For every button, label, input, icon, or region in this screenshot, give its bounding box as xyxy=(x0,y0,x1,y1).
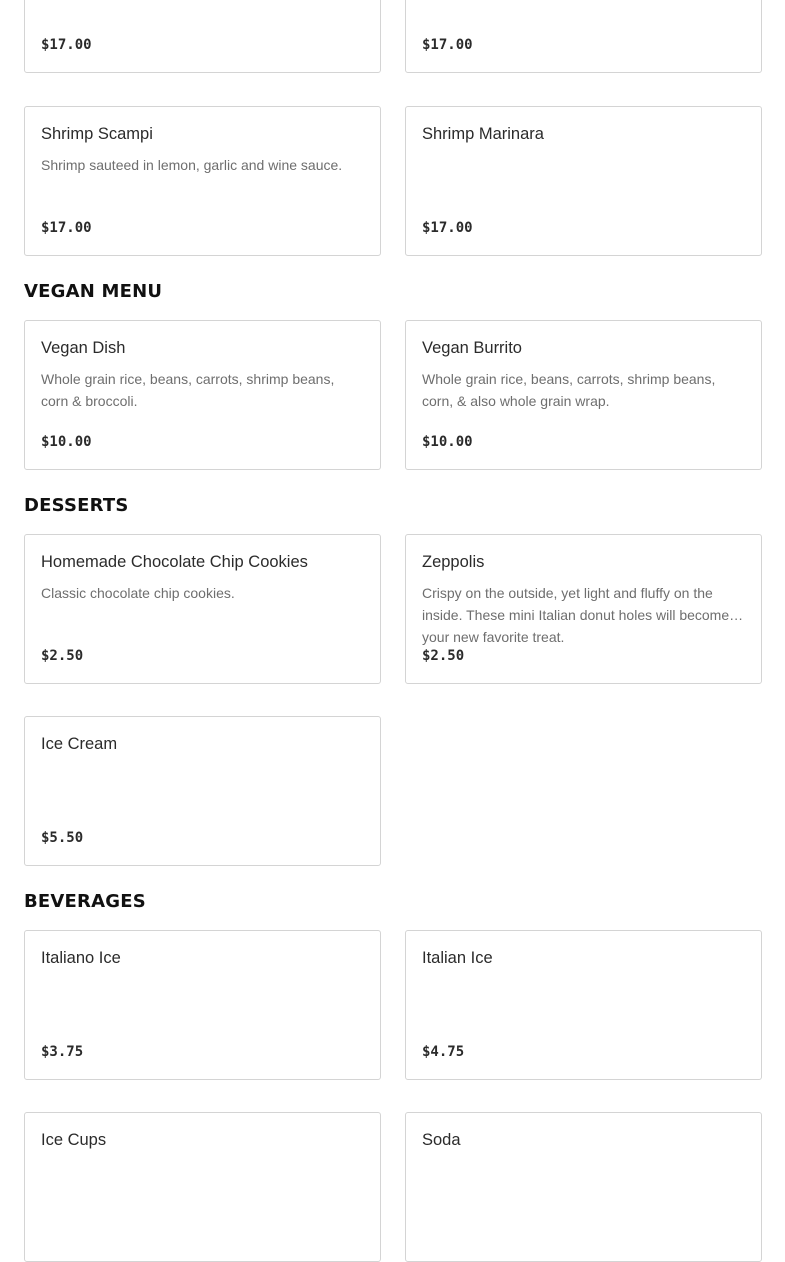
menu-item-card[interactable] xyxy=(24,320,381,470)
item-name: Vegan Burrito xyxy=(422,339,522,357)
menu-item-card[interactable] xyxy=(405,106,762,256)
section-title-desserts: DESSERTS xyxy=(24,495,129,516)
item-price: $17.00 xyxy=(41,37,92,53)
menu-item-card[interactable] xyxy=(405,930,762,1080)
item-description: Whole grain rice, beans, carrots, shrimp beans, corn, & also whole grain wrap. xyxy=(422,371,716,409)
item-name: Italiano Ice xyxy=(41,949,121,967)
item-price: $5.50 xyxy=(41,830,84,846)
item-price: $4.75 xyxy=(422,1044,465,1060)
item-price: $17.00 xyxy=(422,37,473,53)
item-name: Shrimp Scampi xyxy=(41,125,153,143)
menu-item-card[interactable] xyxy=(24,0,381,73)
item-name: Zeppolis xyxy=(422,553,485,571)
menu-item-card[interactable] xyxy=(405,0,762,73)
item-name: Italian Ice xyxy=(422,949,493,967)
item-name: Homemade Chocolate Chip Cookies xyxy=(41,553,308,571)
menu-item-card[interactable] xyxy=(405,320,762,470)
item-description: Crispy on the outside, yet light and fluffy on the inside. These mini Italian donut holes will become your new favorite treat. xyxy=(422,585,730,645)
item-name: Soda xyxy=(422,1131,461,1149)
menu-item-card[interactable] xyxy=(24,106,381,256)
item-price: $10.00 xyxy=(41,434,92,450)
item-name: Ice Cups xyxy=(41,1131,107,1149)
menu-item-card[interactable] xyxy=(24,534,381,684)
item-price: $2.50 xyxy=(41,648,84,664)
item-name: Shrimp Marinara xyxy=(422,125,544,143)
menu-item-card[interactable] xyxy=(405,534,762,684)
menu-item-card[interactable] xyxy=(24,930,381,1080)
item-price: $2.50 xyxy=(422,648,465,664)
menu-item-card[interactable] xyxy=(24,1112,381,1262)
item-description: Whole grain rice, beans, carrots, shrimp beans, corn & broccoli. xyxy=(41,371,335,409)
item-description: Classic chocolate chip cookies. xyxy=(41,585,235,601)
section-title-beverages: BEVERAGES xyxy=(24,891,146,912)
item-price: $10.00 xyxy=(422,434,473,450)
item-price: $3.75 xyxy=(41,1044,84,1060)
item-price: $17.00 xyxy=(41,220,92,236)
item-name: Ice Cream xyxy=(41,735,118,753)
menu-item-card[interactable] xyxy=(24,716,381,866)
item-description: Shrimp sauteed in lemon, garlic and wine sauce. xyxy=(41,157,343,173)
menu-item-card[interactable] xyxy=(405,1112,762,1262)
item-name: Vegan Dish xyxy=(41,339,126,357)
section-title-vegan: VEGAN MENU xyxy=(24,281,163,302)
item-price: $17.00 xyxy=(422,220,473,236)
